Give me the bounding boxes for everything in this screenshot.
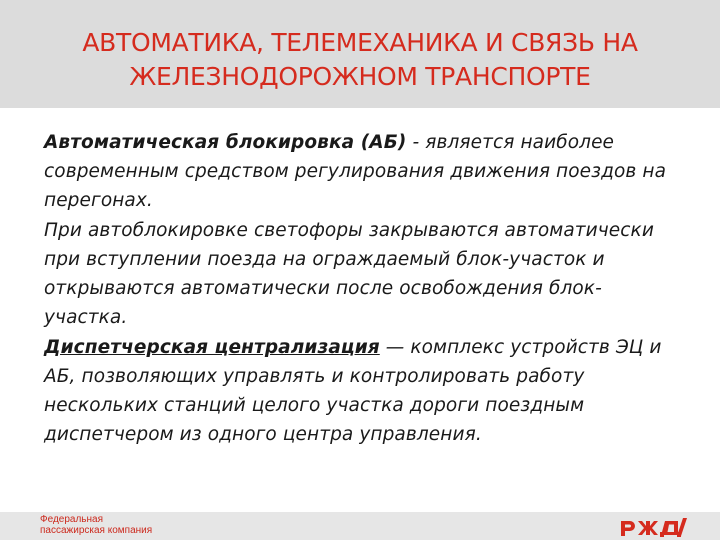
company-name-line1: Федеральная [40, 514, 104, 525]
autoblock-text: При автоблокировке светофоры закрываются автоматически при вступлении поезда на ограждаемый блок-участок и открываются автоматически после освобождения блок-участка. [44, 220, 654, 328]
title-bar [0, 0, 720, 108]
rzd-logo-icon [618, 514, 698, 538]
paragraph-ab [44, 128, 684, 215]
term-ab: Автоматическая блокировка (АБ) [44, 132, 407, 153]
paragraph-dc [44, 333, 684, 449]
term-dc: Диспетчерская централизация [44, 337, 380, 358]
slide-title: АВТОМАТИКА, ТЕЛЕМЕХАНИКА И СВЯЗЬ НА ЖЕЛЕЗНОДОРОЖНОМ ТРАНСПОРТЕ [82, 28, 638, 91]
company-name-line2: пассажирская компания [40, 525, 153, 536]
company-name [40, 514, 152, 536]
definition-dc: — комплекс устройств ЭЦ и АБ, позволяющих управлять и контролировать работу нескольких станций целого участка дороги поездным диспетчером из одного центра управления. [44, 337, 662, 445]
footer-bar [0, 512, 720, 540]
paragraph-autoblock [44, 216, 684, 332]
definition-ab: - является наиболее современным средством регулирования движения поездов на перегонах. [44, 132, 667, 211]
slide-body [44, 128, 684, 450]
